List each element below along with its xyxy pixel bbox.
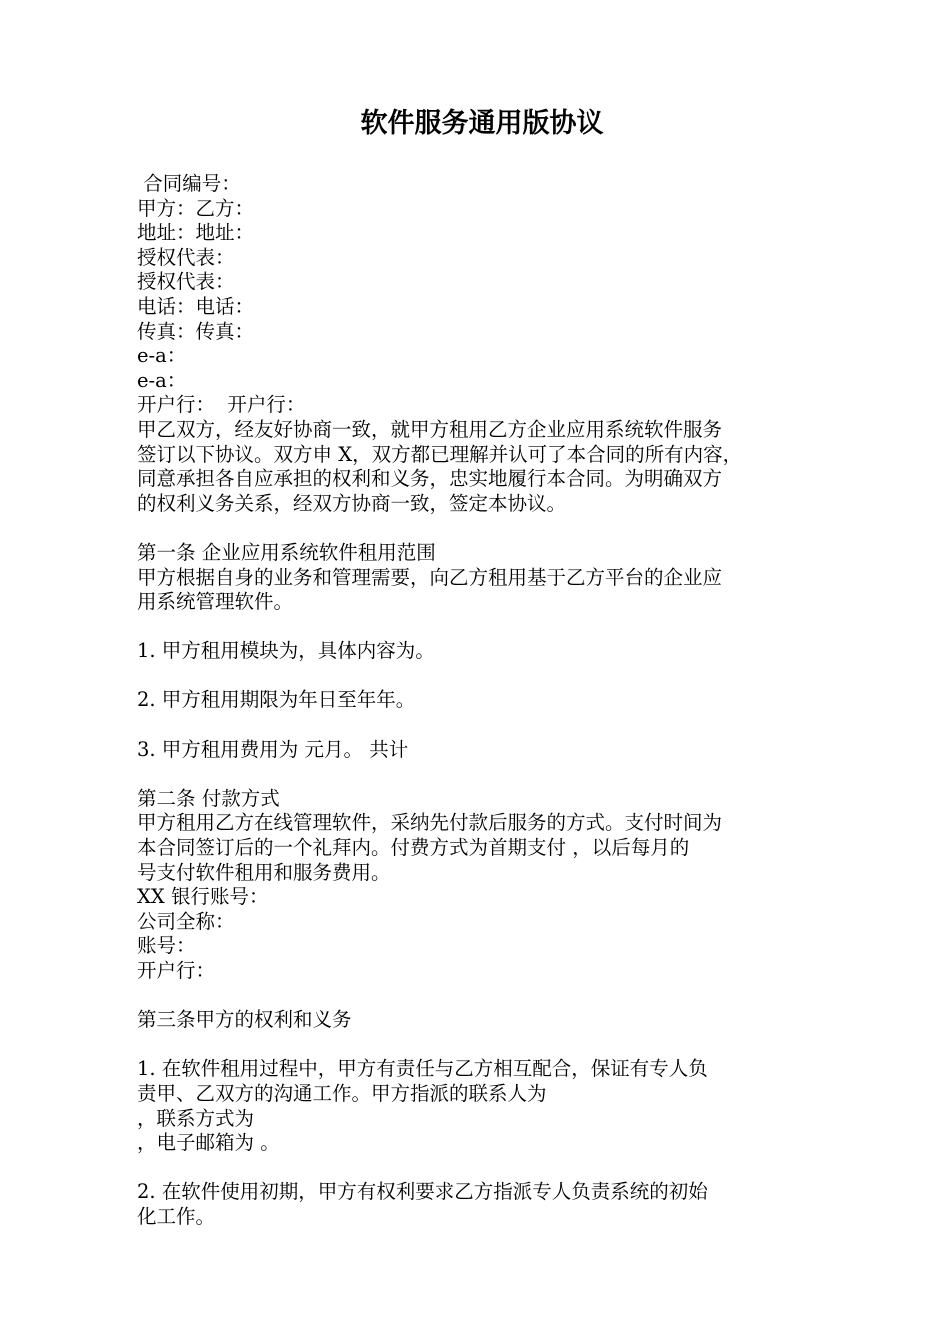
text-line: 用系统管理软件。: [137, 590, 294, 614]
text-line: 甲方：乙方：: [137, 196, 255, 220]
blank-line: [137, 516, 827, 541]
text-line: 甲方根据自身的业务和管理需要，向乙方租用基于乙方平台的企业应: [137, 565, 723, 589]
blank-line: [137, 984, 827, 1009]
text-line: 账号：: [137, 934, 196, 958]
text-line: 地址：地址：: [137, 221, 255, 245]
blank-line: [137, 713, 827, 738]
text-line: 1. 在软件租用过程中，甲方有责任与乙方相互配合，保证有专人负: [137, 1057, 708, 1081]
text-line: 2. 在软件使用初期，甲方有权利要求乙方指派专人负责系统的初始: [137, 1180, 708, 1204]
text-line: 签订以下协议。双方申 X，双方都已理解并认可了本合同的所有内容，: [137, 442, 743, 466]
text-line: ，联系方式为: [137, 1106, 255, 1130]
text-line: 化工作。: [137, 1204, 216, 1228]
text-line: 3. 甲方租用费用为 元月。 共计: [137, 737, 409, 761]
text-line: 传真：传真：: [137, 319, 255, 343]
text-line: 2. 甲方租用期限为年日至年年。: [137, 688, 416, 712]
text-line: 第三条甲方的权利和义务: [137, 1008, 352, 1032]
text-line: e-a：: [137, 344, 187, 368]
text-line: 合同编号：: [137, 172, 241, 195]
text-line: 开户行： 开户行：: [137, 393, 306, 417]
document-body: [137, 172, 827, 1230]
text-line: XX 银行账号：: [137, 885, 269, 909]
blank-line: [137, 762, 827, 787]
text-line: 电话：电话：: [137, 294, 255, 318]
text-line: 授权代表：: [137, 270, 235, 294]
text-line: 第一条 企业应用系统软件租用范围: [137, 540, 436, 564]
document-title: 软件服务通用版协议: [360, 108, 604, 139]
blank-line: [137, 664, 827, 689]
text-line: 本合同签订后的一个礼拜内。付费方式为首期支付 ，以后每月的: [137, 836, 690, 860]
text-line: 开户行：: [137, 959, 216, 982]
text-line: 授权代表：: [137, 245, 235, 269]
text-line: e-a：: [137, 368, 187, 392]
text-line: ，电子邮箱为 。: [137, 1131, 280, 1155]
text-line: 甲方租用乙方在线管理软件，采纳先付款后服务的方式。支付时间为: [137, 811, 723, 835]
text-line: 甲乙双方，经友好协商一致，就甲方租用乙方企业应用系统软件服务: [137, 417, 723, 441]
text-line: 公司全称：: [137, 909, 235, 933]
blank-line: [137, 615, 827, 640]
text-line: 同意承担各自应承担的权利和义务，忠实地履行本合同。为明确双方: [137, 467, 723, 491]
text-line: 1. 甲方租用模块为，具体内容为。: [137, 639, 435, 663]
blank-line: [137, 1033, 827, 1058]
text-line: 责甲、乙双方的沟通工作。甲方指派的联系人为: [137, 1081, 547, 1105]
text-line: 号支付软件租用和服务费用。: [137, 860, 391, 884]
text-line: 第二条 付款方式: [137, 786, 280, 810]
blank-line: [137, 1156, 827, 1181]
text-line: 的权利义务关系，经双方协商一致，签定本协议。: [137, 491, 567, 515]
